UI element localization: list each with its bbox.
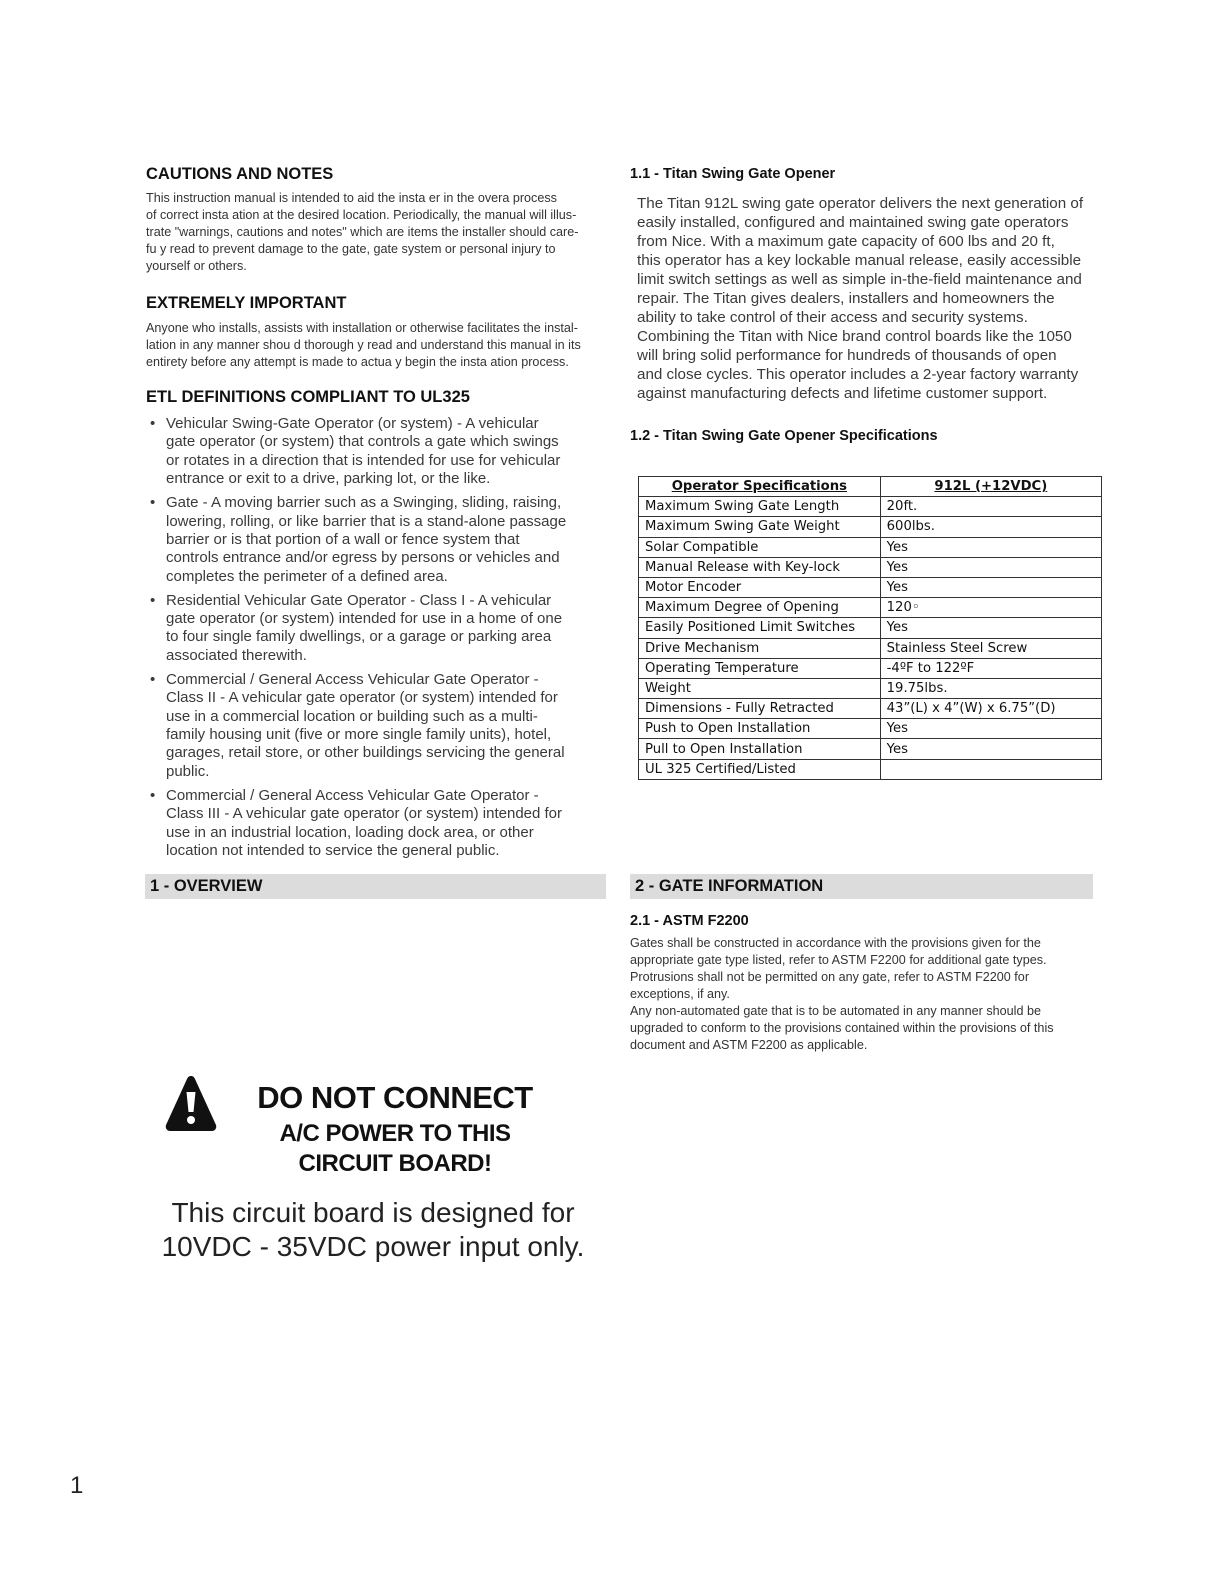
astm-line: exceptions, if any. — [630, 987, 730, 1001]
titan-line: from Nice. With a maximum gate capacity of 600 lbs and 20 ft, — [637, 233, 1055, 250]
table-row: UL 325 Certified/Listed — [639, 759, 1102, 779]
specs-table — [638, 476, 1102, 780]
bullet: • — [150, 415, 156, 432]
astm-line: Any non-automated gate that is to be automated in any manner should be — [630, 1004, 1041, 1018]
table-row: Easily Positioned Limit Switches Yes — [639, 618, 1102, 638]
specs-heading: 1.2 - Titan Swing Gate Opener Specifications — [630, 428, 938, 444]
table-row: Motor Encoder Yes — [639, 577, 1102, 597]
titan-line: and close cycles. This operator includes a 2-year factory warranty — [637, 366, 1079, 383]
table-header-cell: Operator Specifications — [639, 477, 881, 497]
table-header-row — [639, 477, 1102, 497]
astm-heading: 2.1 - ASTM F2200 — [630, 913, 749, 929]
astm-section — [630, 913, 1100, 1054]
titan-line: limit switch settings as well as simple in-the-field maintenance and — [637, 271, 1082, 288]
warning-subtitle-1: A/C POWER TO THIS — [279, 1120, 511, 1147]
titan-heading: 1.1 - Titan Swing Gate Opener — [630, 166, 836, 182]
astm-line: upgraded to conform to the provisions contained within the provisions of this — [630, 1021, 1054, 1035]
astm-line: Gates shall be constructed in accordance with the provisions given for the — [630, 936, 1041, 950]
titan-line: Combining the Titan with Nice brand control boards like the 1050 — [637, 328, 1072, 345]
table-row: Solar Compatible Yes — [639, 537, 1102, 557]
important-line: lation in any manner shou d thorough y read and understand this manual in its — [146, 338, 581, 352]
table-row: Manual Release with Key-lock Yes — [639, 557, 1102, 577]
titan-line: The Titan 912L swing gate operator delivers the next generation of — [637, 195, 1084, 212]
definition-item: • Commercial / General Access Vehicular Gate Operator - Class III - A vehicular gate operator (or system) intended for use in an industrial location, loading dock area, or other location not intended to service the general public. — [150, 786, 563, 859]
table-row: Weight 19.75lbs. — [639, 678, 1102, 698]
important-line: Anyone who installs, assists with installation or otherwise facilitates the instal- — [146, 321, 578, 335]
cautions-line: of correct insta ation at the desired location. Periodically, the manual will illus- — [146, 208, 577, 222]
warning-note-2: 10VDC - 35VDC power input only. — [161, 1231, 585, 1262]
bullet: • — [150, 786, 156, 804]
warning-subtitle-2: CIRCUIT BOARD! — [298, 1150, 492, 1177]
cautions-heading: CAUTIONS AND NOTES — [146, 165, 334, 183]
table-row: Maximum Degree of Opening 120◦ — [639, 598, 1102, 618]
warning-triangle-icon — [163, 1072, 219, 1134]
warning-title: DO NOT CONNECT — [257, 1080, 533, 1115]
bullet: • — [150, 670, 156, 688]
table-row: Maximum Swing Gate Length 20ft. — [639, 497, 1102, 517]
etl-definitions-list — [146, 415, 610, 860]
astm-line: appropriate gate type listed, refer to ASTM F2200 for additional gate types. — [630, 953, 1047, 967]
bullet: • — [150, 494, 156, 512]
astm-body — [630, 935, 1100, 1054]
gate-information-bar — [630, 874, 1093, 899]
titan-line: ability to take control of their access and security systems. — [637, 309, 1028, 326]
titan-line: will bring solid performance for hundreds of thousands of open — [637, 347, 1057, 364]
table-row: Operating Temperature -4ºF to 122ºF — [639, 658, 1102, 678]
titan-line: this operator has a key lockable manual release, easily accessible — [637, 252, 1082, 269]
definition-item: • Gate - A moving barrier such as a Swinging, sliding, raising, lowering, rolling, or like barrier that is a stand-alone passage barrier or is that portion of a wall or fence system that controls entrance and/or egress by persons or vehicles and completes the perimeter of a defined area. — [150, 494, 567, 585]
important-body — [146, 320, 610, 371]
important-line: entirety before any attempt is made to actua y begin the insta ation process. — [146, 355, 569, 369]
table-row: Pull to Open Installation Yes — [639, 739, 1102, 759]
titan-line: repair. The Titan gives dealers, installers and homeowners the — [637, 290, 1055, 307]
table-row: Drive Mechanism Stainless Steel Screw — [639, 638, 1102, 658]
page-number: 1 — [70, 1472, 84, 1499]
table-row: Push to Open Installation Yes — [639, 719, 1102, 739]
definition-item: • Commercial / General Access Vehicular Gate Operator - Class II - A vehicular gate operator (or system) intended for use in a commercial location or building such as a multi- family housing unit (five or more single family units), hotel, garages, retail store, or other buildings servicing the general public. — [150, 670, 565, 780]
titan-line: against manufacturing defects and lifetime customer support. — [637, 385, 1048, 402]
important-section — [146, 294, 610, 371]
overview-bar — [145, 874, 606, 899]
cautions-section — [146, 165, 610, 275]
etl-section — [146, 388, 610, 866]
table-header-cell: 912L (+12VDC) — [880, 477, 1101, 497]
important-heading: EXTREMELY IMPORTANT — [146, 294, 347, 312]
titan-section — [630, 166, 1100, 403]
titan-body — [630, 194, 1100, 403]
gate-information-heading: 2 - GATE INFORMATION — [635, 877, 824, 895]
bullet: • — [150, 591, 156, 609]
etl-heading: ETL DEFINITIONS COMPLIANT TO UL325 — [146, 388, 470, 406]
table-row: Dimensions - Fully Retracted 43”(L) x 4”(W) x 6.75”(D) — [639, 699, 1102, 719]
table-row: Maximum Swing Gate Weight 600lbs. — [639, 517, 1102, 537]
cautions-line: trate "warnings, cautions and notes" which are items the installer should care- — [146, 225, 579, 239]
astm-line: document and ASTM F2200 as applicable. — [630, 1038, 868, 1052]
cautions-line: yourself or others. — [146, 259, 247, 273]
titan-line: easily installed, configured and maintained swing gate operators — [637, 214, 1069, 231]
cautions-body — [146, 190, 610, 275]
overview-heading: 1 - OVERVIEW — [150, 877, 263, 895]
astm-line: Protrusions shall not be permitted on any gate, refer to ASTM F2200 for — [630, 970, 1030, 984]
definition-item: • Vehicular Swing-Gate Operator (or system) - A vehicular gate operator (or system) that controls a gate which swings or rotates in a direction that is intended for use for vehicular entrance or exit to a drive, parking lot, or the like. — [150, 415, 561, 488]
cautions-line: fu y read to prevent damage to the gate, gate system or personal injury to — [146, 242, 556, 256]
cautions-line: This instruction manual is intended to aid the insta er in the overa process — [146, 191, 557, 205]
definition-item: • Residential Vehicular Gate Operator - Class I - A vehicular gate operator (or system) intended for use in a home of one to four single family dwellings, or a garage or parking area associated therewith. — [150, 591, 563, 664]
warning-note-1: This circuit board is designed for — [171, 1197, 575, 1228]
specs-section — [630, 428, 1100, 444]
